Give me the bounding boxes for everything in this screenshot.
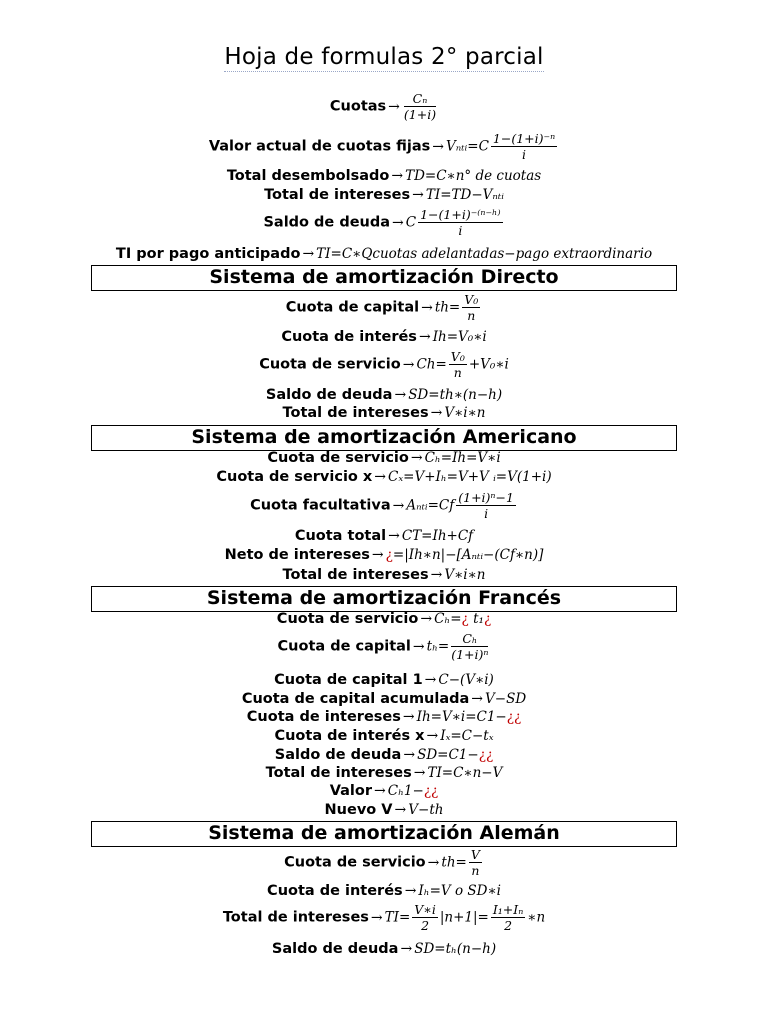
fraction: $\frac{\text{V₀}}{n}$ (464, 292, 479, 323)
formula-cuota-total: Cuota total → CT=Ih+Cf (294, 528, 474, 544)
formula-total-intereses: Total de intereses → V∗i∗n (282, 567, 486, 583)
formula-total-intereses: Total de intereses → TI= $\frac{V∗i}{2}$ |n+1|= $\frac{\text{I₁+Iₙ}}{2}$ ∗n (222, 902, 546, 933)
formula-cuota-capital-acumulada: Cuota de capital acumulada → V−SD (241, 691, 527, 707)
formula-cuota-servicio: Cuota de servicio → Cₕ=Ih=V∗i (267, 450, 501, 466)
formula-valor-actual: Valor actual de cuotas fijas → Vₙₜᵢ=C $\frac{\text{1−(1+i)⁻ⁿ}}{i}$ (208, 131, 556, 162)
section-heading-americano: Sistema de amortización Americano (91, 425, 677, 451)
formula-cuota-servicio: Cuota de servicio → Ch= $\frac{\text{V₀}}{n}$ +V₀∗i (259, 349, 509, 380)
fraction: $\frac{\text{Cₙ}}{(1+i)}$ (403, 91, 437, 122)
fraction: $\frac{\text{1−(1+i)⁻ⁿ}}{i}$ (492, 131, 556, 162)
formula-cuota-servicio: Cuota de servicio → Cₕ=¿ t₁¿ (276, 611, 492, 627)
formula-neto-intereses: Neto de intereses → ¿=|Ih∗n|−[Aₙₜᵢ−(Cf∗n)] (224, 547, 544, 563)
formula-saldo-deuda: Saldo de deuda → SD=tₕ(n−h) (271, 941, 497, 957)
fraction: $\frac{\text{(1+i)ⁿ−1}}{i}$ (458, 490, 514, 521)
formula-cuota-interes: Cuota de interés → Ih=V₀∗i (281, 329, 487, 345)
formula-nuevo-v: Nuevo V → V−th (324, 802, 444, 818)
formula-cuotas: Cuotas → $\frac{\text{Cₙ}}{(1+i)}$ (329, 91, 437, 122)
formula-total-desembolsado: Total desembolsado → TD=C∗n° de cuotas (226, 168, 542, 184)
formula-cuota-interes: Cuota de interés → Iₕ=V o SD∗i (267, 883, 501, 899)
formula-total-intereses: Total de intereses → TI=C∗n−V (265, 765, 503, 781)
formula-saldo-deuda: Saldo de deuda → C $\frac{\text{1−(1+i)⁻⁽ⁿ⁻ʰ⁾}}{i}$ (263, 207, 501, 238)
formula-total-intereses: Total de intereses → TI=TD−Vₙₜᵢ (264, 187, 504, 203)
section-heading-directo: Sistema de amortización Directo (91, 265, 677, 291)
formula-saldo-deuda: Saldo de deuda → SD=th∗(n−h) (265, 387, 503, 403)
fraction: $\frac{\text{I₁+Iₙ}}{2}$ (492, 902, 524, 933)
formula-cuota-intereses: Cuota de intereses → Ih=V∗i=C1−¿¿ (246, 709, 522, 725)
formula-cuota-capital-1: Cuota de capital 1 → C−(V∗i) (274, 672, 494, 688)
section-heading-frances: Sistema de amortización Francés (91, 586, 677, 612)
formula-total-intereses: Total de intereses → V∗i∗n (282, 405, 486, 421)
formula-cuota-capital: Cuota de capital → th= $\frac{\text{V₀}}{n}$ (285, 292, 479, 323)
fraction: $\frac{\text{V₀}}{n}$ (450, 349, 465, 380)
formula-cuota-servicio-x: Cuota de servicio x → Cₓ=V+Iₕ=V+V ᵢ=V(1+i) (216, 469, 552, 485)
formula-saldo-deuda: Saldo de deuda → SD=C1−¿¿ (274, 747, 494, 763)
fraction: $\frac{\text{Cₕ}}{\text{(1+i)ⁿ}}$ (451, 631, 489, 662)
formula-cuota-servicio: Cuota de servicio → th= $\frac{V}{n}$ (284, 847, 480, 878)
formula-ti-pago-anticipado: TI por pago anticipado → TI=C∗Qcuotas adelantadas−pago extraordinario (115, 246, 653, 262)
fraction: $\frac{V∗i}{2}$ (414, 902, 436, 933)
fraction: $\frac{V}{n}$ (470, 847, 480, 878)
formula-cuota-capital: Cuota de capital → tₕ= $\frac{\text{Cₕ}}{\text{(1+i)ⁿ}}$ (277, 631, 489, 662)
section-heading-aleman: Sistema de amortización Alemán (91, 821, 677, 847)
formula-valor: Valor → Cₕ1−¿¿ (329, 783, 439, 799)
fraction: $\frac{\text{1−(1+i)⁻⁽ⁿ⁻ʰ⁾}}{i}$ (420, 207, 501, 238)
page-title: Hoja de formulas 2° parcial (224, 44, 544, 70)
formula-cuota-interes-x: Cuota de interés x → Iₓ=C−tₓ (274, 728, 494, 744)
formula-cuota-facultativa: Cuota facultativa → Aₙₜᵢ=Cf $\frac{\text{(1+i)ⁿ−1}}{i}$ (250, 490, 514, 521)
